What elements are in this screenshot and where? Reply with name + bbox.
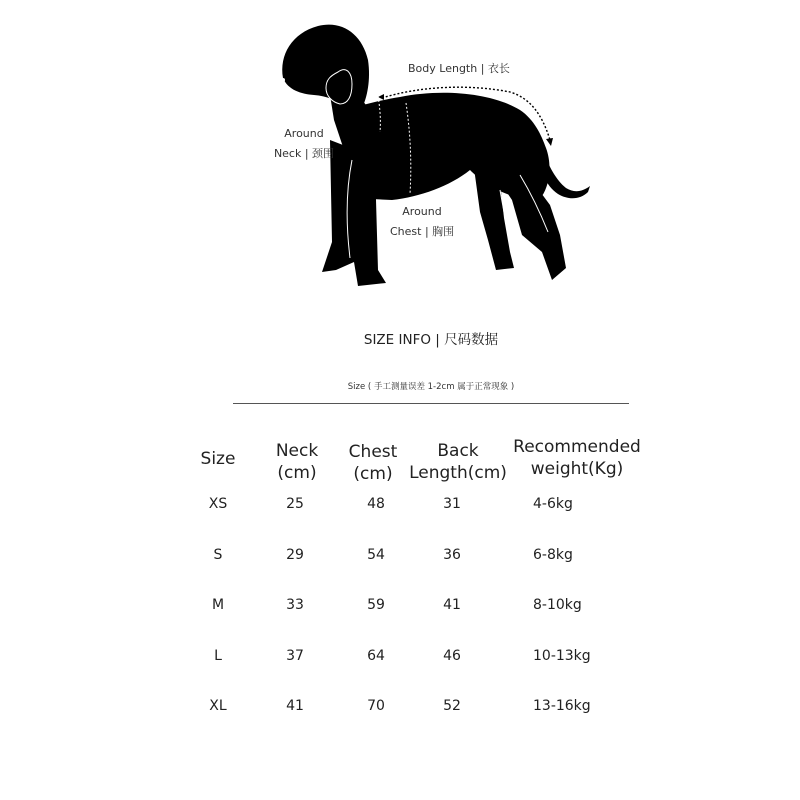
neck-label-line2: Neck | 颈围 — [273, 147, 335, 160]
cell-neck: 25 — [286, 496, 304, 512]
cell-size: S — [213, 546, 223, 563]
cell-size: L — [214, 647, 222, 664]
dog-tail — [538, 152, 590, 198]
header-weight — [506, 436, 648, 480]
dog-eye-icon — [281, 78, 285, 82]
cell-size: XS — [208, 496, 228, 512]
cell-back-length: 41 — [443, 597, 461, 613]
size-info-note: Size ( 手工测量误差 1-2cm 属于正常现象 ) — [347, 382, 515, 392]
header-back-line1: Back — [437, 441, 479, 461]
cell-weight: 6-8kg — [533, 546, 573, 563]
header-back-line2: Length(cm) — [409, 463, 507, 483]
cell-chest: 70 — [367, 698, 385, 714]
body-length-label — [408, 59, 510, 79]
neck-label — [272, 124, 336, 164]
chest-label-line1: Around — [402, 205, 442, 218]
header-size-text: Size — [200, 449, 236, 469]
cell-back-length: 31 — [443, 496, 461, 512]
header-weight-line2: weight(Kg) — [530, 459, 624, 479]
cell-neck: 33 — [286, 597, 304, 613]
cell-weight: 8-10kg — [533, 597, 582, 613]
header-neck-line2: (cm) — [277, 463, 317, 483]
dog-silhouette-icon — [0, 0, 800, 310]
divider — [233, 403, 629, 404]
header-chest — [342, 441, 404, 485]
cell-weight: 13-16kg — [533, 698, 591, 714]
chest-label-line2: Chest | 胸围 — [390, 225, 455, 238]
arrow-icon — [378, 94, 384, 100]
cell-weight: 4-6kg — [533, 496, 573, 512]
cell-weight: 10-13kg — [533, 647, 591, 664]
cell-neck: 41 — [286, 698, 304, 714]
header-size — [196, 448, 240, 470]
header-chest-line1: Chest — [348, 442, 398, 462]
header-neck — [268, 440, 326, 484]
cell-size: XL — [209, 698, 227, 714]
cell-back-length: 52 — [443, 698, 461, 714]
header-back-length — [408, 440, 508, 484]
cell-chest: 59 — [367, 597, 385, 613]
cell-neck: 29 — [286, 546, 304, 563]
header-weight-line1: Recommended — [513, 437, 641, 457]
cell-back-length: 36 — [443, 546, 461, 563]
header-neck-line1: Neck — [275, 441, 319, 461]
size-info-title: SIZE INFO | 尺码数据 — [363, 332, 499, 348]
arrow-icon — [546, 138, 553, 146]
body-length-label-text: Body Length | 衣长 — [408, 62, 510, 75]
header-chest-line2: (cm) — [353, 464, 393, 484]
neck-label-line1: Around — [284, 127, 324, 140]
cell-neck: 37 — [286, 647, 304, 664]
cell-back-length: 46 — [443, 647, 461, 664]
dog-head — [282, 25, 369, 108]
cell-chest: 64 — [367, 647, 385, 664]
cell-chest: 54 — [367, 546, 385, 563]
cell-size: M — [211, 597, 225, 613]
cell-chest: 48 — [367, 496, 385, 512]
chest-label — [390, 202, 454, 242]
